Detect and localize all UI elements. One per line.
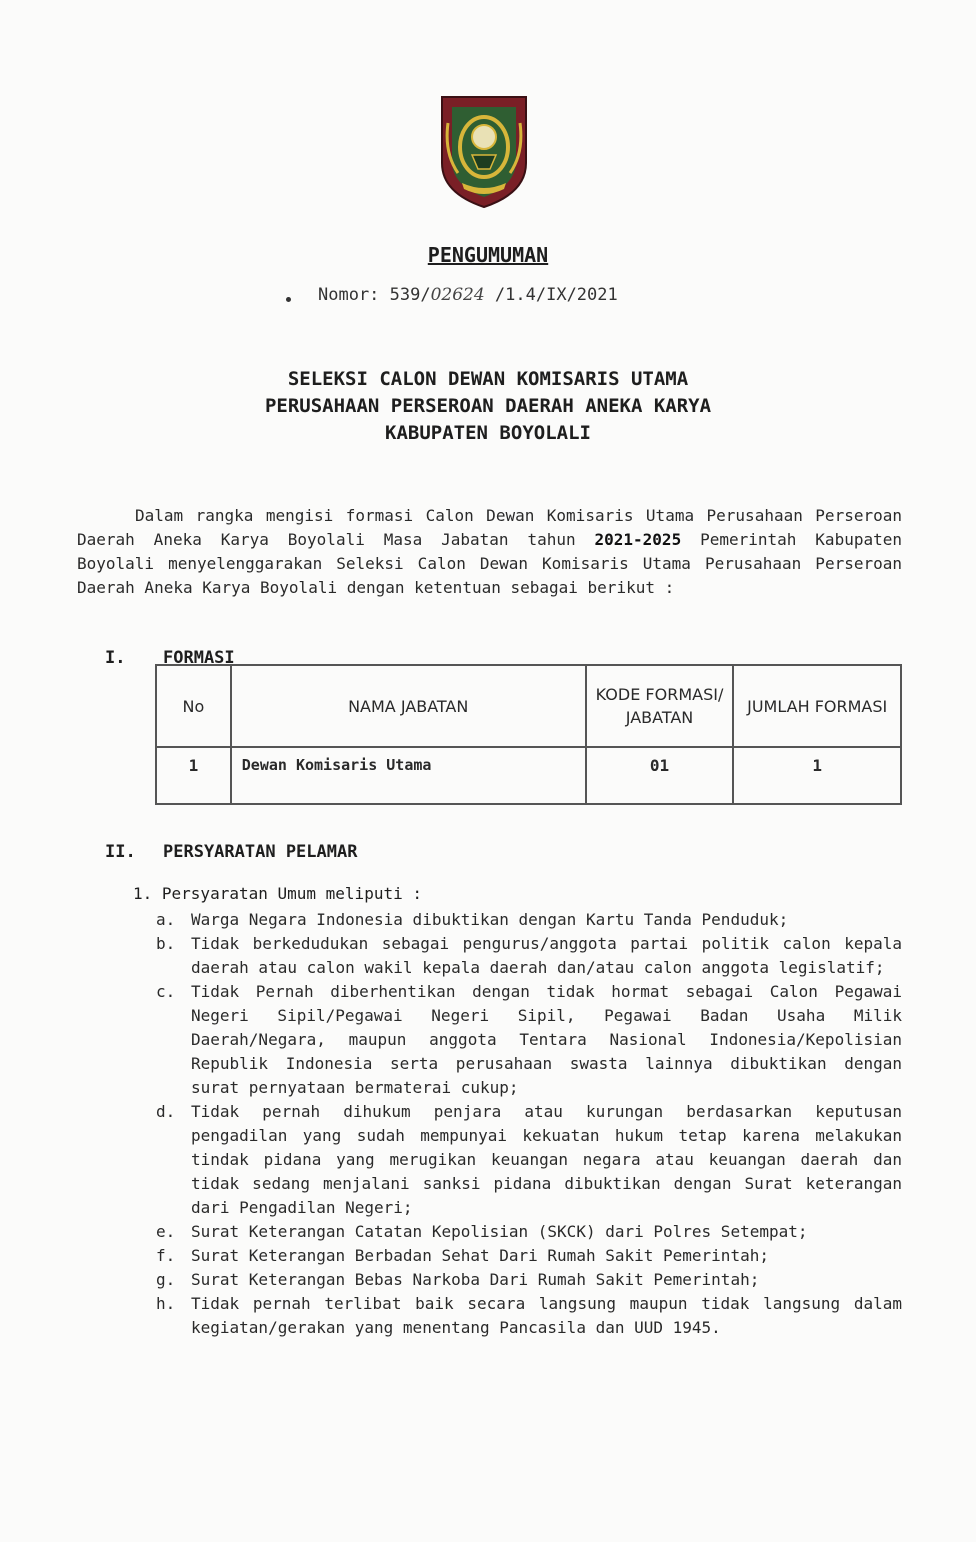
intro-paragraph: Dalam rangka mengisi formasi Calon Dewan Komisaris Utama Perusahaan Perseroan Daerah Aneka Karya Boyolali Masa Jabatan tahun 2021-2025 Pemerintah Kabupaten Boyolali menyelenggarakan Seleksi Calon Dewan Komisaris Utama Perusahaan Perseroan Daerah Aneka Karya Boyolali dengan ketentuan sebagai berikut : [77,506,902,597]
header-jumlah-formasi: JUMLAH FORMASI [733,665,901,747]
formation-table [155,664,902,805]
requirements-title: 1. Persyaratan Umum meliputi : [133,884,422,903]
header-no: No [156,665,231,747]
announcement-heading: PENGUMUMAN [427,243,549,267]
list-item: b. Tidak berkedudukan sebagai pengurus/anggota partai politik calon kepala daerah atau calon wakil kepala daerah dan/atau calon anggota legislatif; [156,934,902,977]
regency-emblem [438,93,530,209]
document-title: SELEKSI CALON DEWAN KOMISARIS UTAMA PERUSAHAAN PERSEROAN DAERAH ANEKA KARYA KABUPATEN BOYOLALI [264,368,712,444]
table-row: 1 Dewan Komisaris Utama 01 1 [156,747,901,804]
header-kode-formasi: KODE FORMASI/ JABATAN [586,665,734,747]
list-item: d. Tidak pernah dihukum penjara atau kurungan berdasarkan keputusan pengadilan yang sudah mempunyai kekuatan hukum tetap karena melakukan tindak pidana yang merugikan keuangan negara atau keuangan daerah dan tidak sedang menjalani sanksi pidana dibuktikan dengan Surat keterangan dari Pengadilan Negeri; [156,1102,902,1217]
list-item: f. Surat Keterangan Berbadan Sehat Dari Rumah Sakit Pemerintah; [156,1246,769,1265]
list-item: e. Surat Keterangan Catatan Kepolisian (SKCK) dari Polres Setempat; [156,1222,808,1241]
list-item: a. Warga Negara Indonesia dibuktikan dengan Kartu Tanda Penduduk; [156,910,789,929]
list-item: g. Surat Keterangan Bebas Narkoba Dari Rumah Sakit Pemerintah; [156,1270,760,1289]
handwritten-number: 02624 [430,285,485,305]
section-1-number: I. [105,648,126,668]
header-nama-jabatan: NAMA JABATAN [231,665,586,747]
list-item: c. Tidak Pernah diberhentikan dengan tidak hormat sebagai Calon Pegawai Negeri Sipil/Pegawai Negeri Sipil, Pegawai Badan Usaha Milik Daerah/Negara, maupun anggota Tentara Nasional Indonesia/Kepolisian Republik Indonesia serta perusahaan swasta lainnya dibuktikan dengan surat pernyataan bermaterai cukup; [156,982,902,1097]
list-item: h. Tidak pernah terlibat baik secara langsung maupun tidak langsung dalam kegiatan/gerakan yang menentang Pancasila dan UUD 1945. [156,1294,902,1337]
requirements-list [156,908,902,1340]
section-1-title: FORMASI [163,648,235,668]
section-2-title: PERSYARATAN PELAMAR [163,842,358,862]
section-2-number: II. [105,842,136,862]
bullet-dot [286,297,291,302]
document-number: Nomor: 539/02624 /1.4/IX/2021 [318,285,618,305]
table-header-row [156,665,901,747]
period-years: 2021-2025 [594,530,682,549]
